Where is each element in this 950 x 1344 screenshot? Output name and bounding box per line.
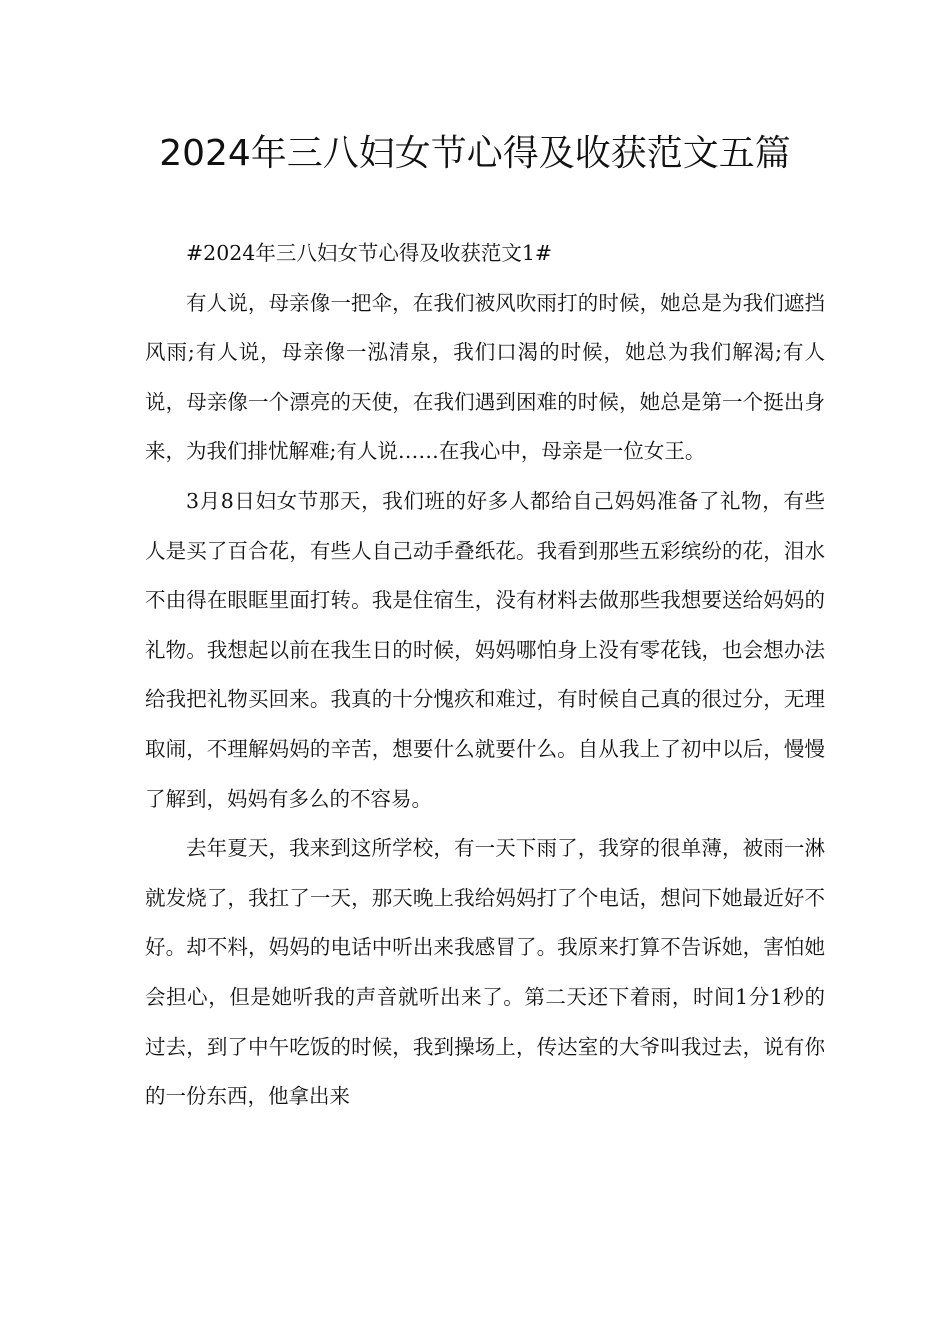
paragraph-2: 3月8日妇女节那天，我们班的好多人都给自己妈妈准备了礼物，有些人是买了百合花，有些人自己动手叠纸花。我看到那些五彩缤纷的花，泪水不由得在眼眶里面打转。我是住宿生，没有材料去做那些我想要送给妈妈的礼物。我想起以前在我生日的时候，妈妈哪怕身上没有零花钱，也会想办法给我把礼物买回来。我真的十分愧疚和难过，有时候自己真的很过分，无理取闹，不理解妈妈的辛苦，想要什么就要什么。自从我上了初中以后，慢慢了解到，妈妈有多么的不容易。: [145, 488, 825, 811]
paragraph-3: 去年夏天，我来到这所学校，有一天下雨了，我穿的很单薄，被雨一淋就发烧了，我扛了一天，那天晚上我给妈妈打了个电话，想问下她最近好不好。却不料，妈妈的电话中听出来我感冒了。我原来打算不告诉她，害怕她会担心，但是她听我的声音就听出来了。第二天还下着雨，时间1分1秒的过去，到了中午吃饭的时候，我到操场上，传达室的大爷叫我过去，说有你的一份东西，他拿出来: [145, 836, 825, 1109]
document-title: 2024年三八妇女节心得及收获范文五篇: [159, 133, 791, 174]
section-heading: #2024年三八妇女节心得及收获范文1#: [186, 241, 553, 265]
document-body: [145, 229, 825, 1122]
paragraph-1: 有人说，母亲像一把伞，在我们被风吹雨打的时候，她总是为我们遮挡风雨;有人说，母亲像一泓清泉，我们口渴的时候，她总为我们解渴;有人说，母亲像一个漂亮的天使，在我们遇到困难的时候，她总是第一个挺出身来，为我们排忧解难;有人说……在我心中，母亲是一位女王。: [145, 290, 825, 464]
